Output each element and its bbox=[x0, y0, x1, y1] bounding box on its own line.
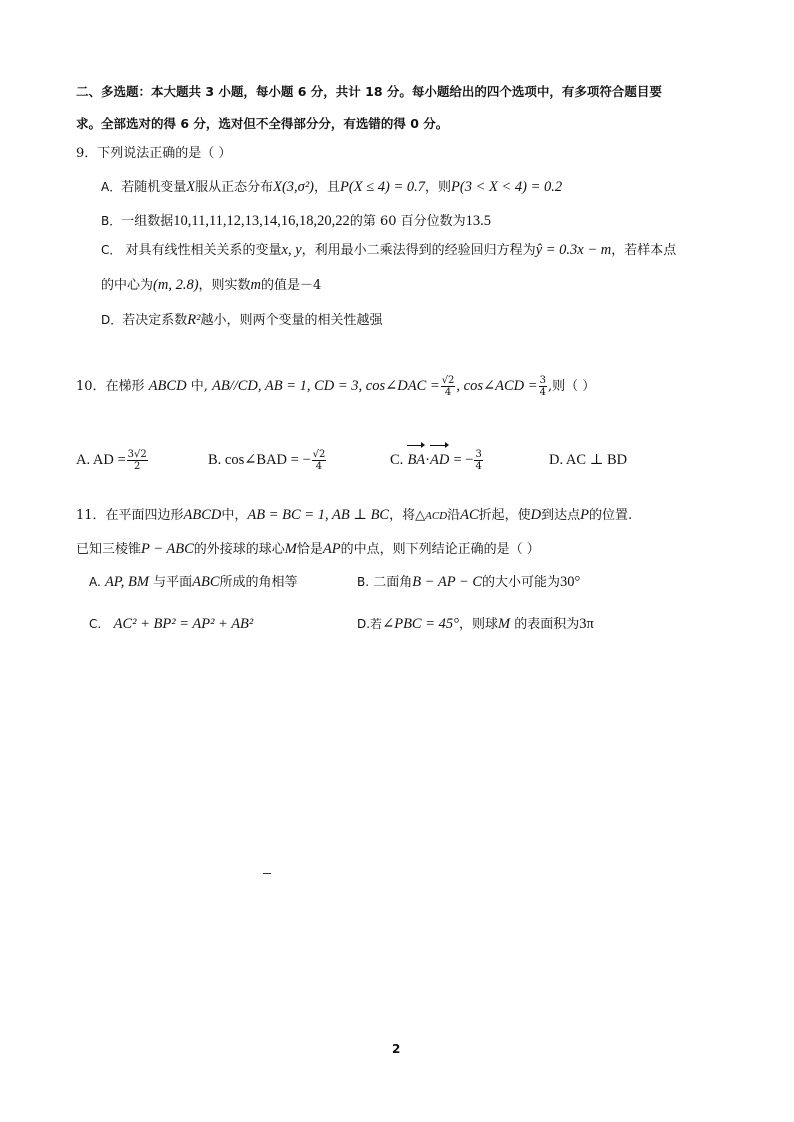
q11-option-b bbox=[357, 573, 580, 592]
q11-c-math: AC² + BP² = AP² + AB² bbox=[113, 616, 254, 632]
q9-stem: 9．下列说法正确的是（ ） bbox=[76, 146, 232, 161]
q11-stem1-quad: ABCD bbox=[183, 507, 222, 523]
q10-cond2: , cos∠ACD = bbox=[456, 378, 538, 394]
q10-b-num: √2 bbox=[312, 449, 326, 460]
q10-c-eq: = − bbox=[453, 452, 474, 468]
q11-b-val: 30° bbox=[560, 574, 581, 590]
q11-stem1-text5: 的位置. bbox=[589, 508, 633, 523]
q9-c-text4: 的中心为 bbox=[101, 278, 154, 293]
q11-stem1-ac: AC bbox=[460, 507, 479, 523]
q10-c-den: 4 bbox=[475, 461, 482, 472]
q9-b-label: B． bbox=[101, 214, 122, 228]
q9-a-label: A． bbox=[101, 180, 122, 194]
q11-d-text2: 的表面积为 bbox=[514, 617, 580, 632]
q9-option-c-line2 bbox=[101, 276, 321, 295]
q11-option-a bbox=[89, 573, 298, 592]
q10-stem-end: ,则（ ） bbox=[547, 379, 596, 394]
q9-d-r2: R² bbox=[187, 312, 201, 328]
q11-option-c bbox=[89, 615, 253, 634]
q11-stem-line2 bbox=[76, 540, 540, 559]
q11-stem-line1 bbox=[76, 506, 632, 525]
q11-a-math: AP, BM bbox=[104, 574, 149, 590]
q11-option-d bbox=[357, 615, 594, 634]
q11-stem1-text3: 折起，使 bbox=[478, 508, 531, 523]
q10-a-text: A. AD = bbox=[76, 452, 126, 468]
page-number: 2 bbox=[392, 1042, 401, 1056]
q10-stem-pre: 10．在梯形 bbox=[76, 379, 145, 394]
q9-c-text6: 的值是－4 bbox=[261, 278, 322, 293]
q10-c-vec1: BA bbox=[407, 447, 425, 473]
q11-stem2-pre: 已知三棱锥 bbox=[76, 542, 142, 557]
q9-a-text3: ，且 bbox=[314, 180, 341, 195]
q11-stem1-mid: 中， bbox=[221, 508, 248, 523]
section-header-line2: 求。全部选对的得 6 分，选对但不全得部分分，有选错的得 0 分。 bbox=[76, 116, 449, 131]
q11-d-text: ，则球 bbox=[458, 617, 498, 632]
q9-b-value: 13.5 bbox=[465, 213, 491, 229]
q9-option-d bbox=[101, 311, 383, 330]
q9-c-vars: x, y bbox=[281, 242, 302, 258]
q11-stem2-pyr: P − ABC bbox=[141, 541, 194, 557]
q10-option-c bbox=[390, 447, 484, 474]
q11-stem1-p: P bbox=[580, 507, 590, 523]
q9-b-text2: 的第 60 百分位数为 bbox=[349, 214, 466, 229]
q10-c-vec2: AD bbox=[430, 447, 449, 473]
q11-stem2-text3: 的中点，则下列结论正确的是（ ） bbox=[340, 542, 540, 557]
q10-a-frac bbox=[127, 449, 148, 472]
stray-dash-mark bbox=[263, 873, 271, 874]
q11-c-label: C. bbox=[89, 617, 102, 631]
q9-d-text2: 越小，则两个变量的相关性越强 bbox=[200, 313, 383, 328]
section-header-line1: 二、多选题：本大题共 3 小题，每小题 6 分，共计 18 分。每小题给出的四个选项中，有多项符合题目要 bbox=[76, 84, 662, 99]
q9-a-text2: 服从正态分布 bbox=[195, 180, 274, 195]
q10-trap: ABCD bbox=[148, 378, 187, 394]
q11-stem1-text: ，将△ bbox=[389, 508, 426, 523]
q9-a-var: X bbox=[186, 179, 196, 195]
q9-option-b bbox=[101, 212, 491, 231]
q11-a-text2: 所成的角相等 bbox=[219, 575, 298, 590]
q9-option-a bbox=[101, 178, 562, 197]
q9-a-text4: ，则 bbox=[425, 180, 452, 195]
q10-c-pre: C. bbox=[390, 452, 404, 468]
q10-frac2-den: 4 bbox=[539, 387, 546, 398]
q11-b-math: B − AP − C bbox=[412, 574, 482, 590]
q10-stem-mid: 中, bbox=[190, 379, 208, 394]
q9-option-c-line1 bbox=[101, 241, 676, 260]
q10-c-frac bbox=[474, 449, 482, 472]
q11-a-label: A. bbox=[89, 575, 101, 589]
q11-stem1-tri: ACD bbox=[425, 510, 448, 522]
q11-b-text: 二面角 bbox=[373, 575, 413, 590]
q11-stem1-text2: 沿 bbox=[447, 508, 461, 523]
q9-a-text1: 若随机变量 bbox=[121, 180, 187, 195]
q9-c-text1: 对具有线性相关关系的变量 bbox=[125, 243, 282, 258]
q10-d-text: D. AC ⊥ BD bbox=[549, 452, 628, 468]
q10-frac1 bbox=[441, 375, 456, 398]
q9-c-text3: ，若样本点 bbox=[611, 243, 677, 258]
q10-frac2-num: 3 bbox=[539, 375, 546, 386]
q10-frac2 bbox=[539, 375, 547, 398]
q11-stem1-cond: AB = BC = 1, AB ⊥ BC bbox=[247, 507, 390, 523]
q11-a-text: 与平面 bbox=[153, 575, 193, 590]
q10-frac1-den: 4 bbox=[444, 387, 452, 398]
q11-stem2-text: 的外接球的球心 bbox=[193, 542, 285, 557]
q9-a-result: P(3 < X < 4) = 0.2 bbox=[451, 179, 563, 195]
q9-c-center: (m, 2.8) bbox=[153, 277, 199, 293]
q11-stem2-text2: 恰是 bbox=[296, 542, 323, 557]
q10-stem bbox=[76, 373, 595, 400]
q10-option-d bbox=[549, 447, 627, 474]
q10-option-a bbox=[76, 447, 149, 474]
q10-frac1-num: √2 bbox=[441, 375, 455, 386]
q11-stem2-m: M bbox=[284, 541, 297, 557]
q10-a-num: 3√2 bbox=[127, 449, 147, 460]
q10-c-dot: · bbox=[425, 452, 430, 468]
q10-b-text: B. cos∠BAD = − bbox=[208, 452, 311, 468]
q11-d-m: M bbox=[497, 616, 511, 632]
q11-stem1-text4: 到达点 bbox=[541, 508, 581, 523]
q9-c-text5: ，则实数 bbox=[198, 278, 251, 293]
q11-d-math: ∠PBC = 45° bbox=[382, 616, 459, 632]
q9-a-cond: P(X ≤ 4) = 0.7 bbox=[340, 179, 426, 195]
q11-b-label: B. bbox=[357, 575, 370, 589]
q9-b-data: 10,11,11,12,13,14,16,18,20,22 bbox=[173, 213, 350, 229]
q11-d-label: D.若 bbox=[357, 617, 383, 631]
q10-b-den: 4 bbox=[315, 461, 323, 472]
q9-c-label: C． bbox=[101, 243, 122, 257]
q11-stem2-ap: AP bbox=[322, 541, 341, 557]
q9-c-m: m bbox=[250, 277, 262, 293]
q11-stem1-d: D bbox=[530, 507, 542, 523]
q11-stem1-pre: 11．在平面四边形 bbox=[76, 508, 184, 523]
q9-b-text1: 一组数据 bbox=[121, 214, 174, 229]
q11-a-plane: ABC bbox=[192, 574, 220, 590]
q11-d-val: 3π bbox=[579, 616, 594, 632]
q11-b-text2: 的大小可能为 bbox=[482, 575, 561, 590]
q9-c-text2: ，利用最小二乘法得到的经验回归方程为 bbox=[301, 243, 536, 258]
q10-option-b bbox=[208, 447, 327, 474]
q9-d-label: D． bbox=[101, 313, 123, 327]
q10-c-num: 3 bbox=[475, 449, 482, 460]
q10-a-den: 2 bbox=[134, 461, 141, 472]
q10-conds: AB//CD, AB = 1, CD = 3, cos∠DAC = bbox=[211, 378, 440, 394]
q9-c-eq: ŷ = 0.3x − m bbox=[535, 242, 612, 258]
q10-b-frac bbox=[312, 449, 327, 472]
q9-a-dist: X(3,σ²) bbox=[273, 179, 314, 195]
q9-d-text1: 若决定系数 bbox=[122, 313, 188, 328]
